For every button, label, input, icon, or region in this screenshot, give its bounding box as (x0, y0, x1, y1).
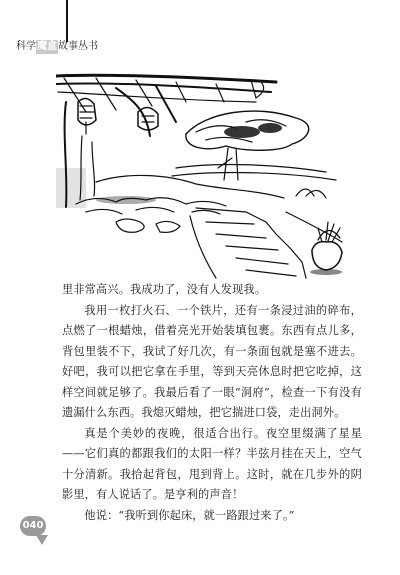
paragraph-dialogue: 他说：“我听到你起床，就一路跟过来了。” (84, 508, 295, 522)
page-number-badge: 040 (20, 516, 46, 536)
paragraph-candle: 我用一枚打火石、一个铁片，还有一条浸过油的碎布，点燃了一根蜡烛，借着亮光开始装填包裹。东西有点儿多，背包里装不下，我试了好几次，有一条面包就是塞不进去。好吧，我可以把它拿在手里，等到天亮休息时把它吃掉，这样空间就足够了。我最后看了一眼“洞府”，检查一下有没有遗漏什么东西。我熄灭蜡烛，把它揣进口袋，走出洞外。 (62, 303, 362, 419)
page-number-badge-tail (36, 535, 48, 545)
cave-entrance-illustration (56, 72, 346, 280)
header-rule (66, 0, 68, 42)
paragraph-night: 真是个美妙的夜晚，很适合出行。夜空里缀满了星星——它们真的都跟我们的太阳一样？半弦月挂在天上，空气十分清新。我拾起背包，甩到背上。这时，就在几步外的阴影里，有人说话了。是亨利的声音！ (62, 426, 362, 501)
paragraph-continuation: 里非常高兴。我成功了，没有人发现我。 (62, 283, 267, 296)
series-prefix: 科学 (16, 41, 36, 52)
story-text (62, 280, 362, 526)
running-header (16, 40, 98, 54)
series-highlight: 魔盒 (37, 41, 57, 52)
series-suffix: 故事丛书 (58, 41, 98, 52)
